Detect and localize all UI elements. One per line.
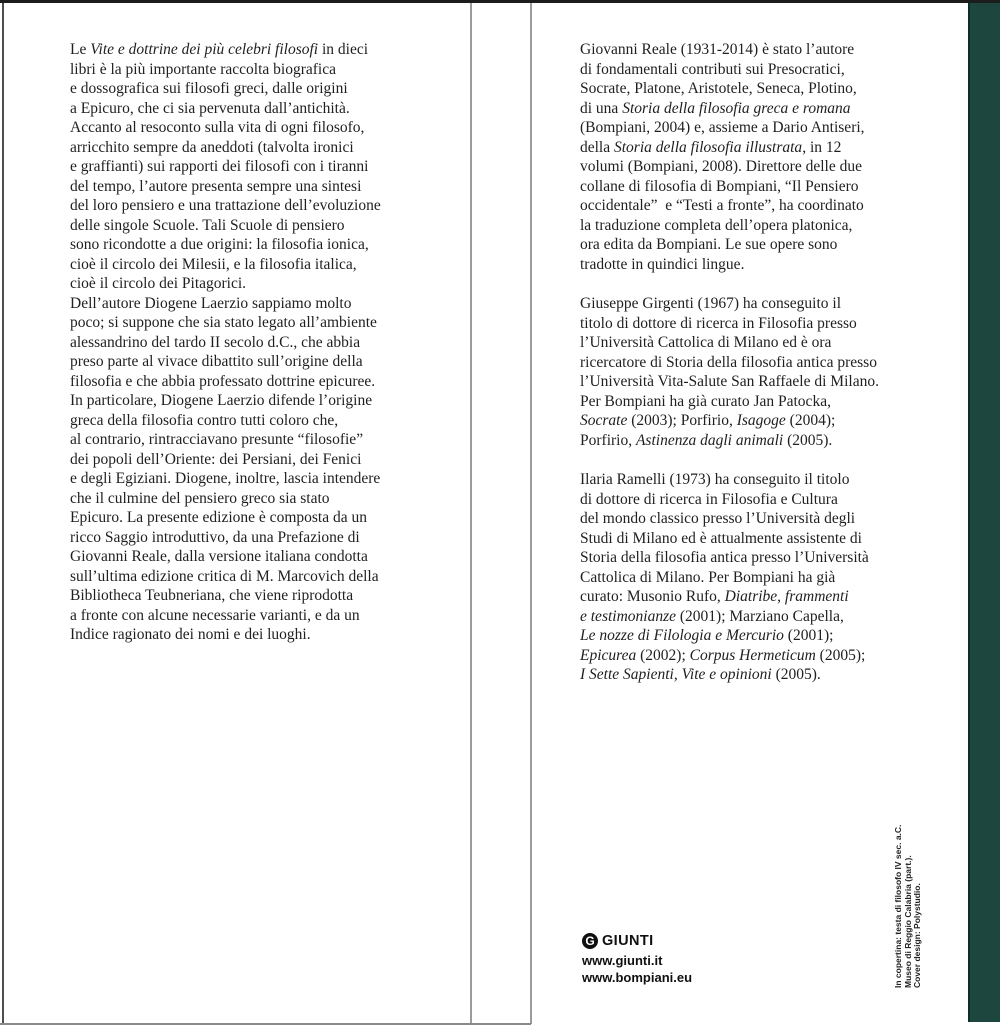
bottom-edge-line <box>0 1023 531 1025</box>
right-flap-author-bios <box>580 40 879 685</box>
bio-giovanni-reale: Giovanni Reale (1931-2014) è stato l’autore di fondamentali contributi sui Presocratici, Socrate, Platone, Aristotele, Seneca, Plotino, di una Storia della filosofia greca e romana (Bompiani, 2004) e, assieme a Dario Antiseri, della Storia della filosofia illustrata, in 12 volumi (Bompiani, 2008). Direttore delle due collane di filosofia di Bompiani, “Il Pensiero occidentale” e “Testi a fronte”, ha coordinato la traduzione completa dell’opera platonica, ora edita da Bompiani. Le sue opere sono tradotte in quindici lingue. <box>580 41 865 273</box>
giunti-logo <box>582 933 654 949</box>
credit-cover-design: Cover design: Polystudio. <box>912 883 922 988</box>
cover-credits-vertical <box>894 816 923 988</box>
left-edge-line <box>2 0 4 1025</box>
bio-giuseppe-girgenti: Giuseppe Girgenti (1967) ha conseguito il titolo di dottore di ricerca in Filosofia presso l’Università Cattolica di Milano ed è ora ricercatore di Storia della filosofia antica presso l’Università Vita-Salute San Raffaele di Milano. Per Bompiani ha già curato Jan Patocka, Socrate (2003); Porfirio, Isagoge (2004); Porfirio, Astinenza dagli animali (2005). <box>580 295 879 449</box>
bio-ilaria-ramelli: Ilaria Ramelli (1973) ha conseguito il titolo di dottore di ricerca in Filosofia e Cultura del mondo classico presso l’Università degli Studi di Milano ed è attualmente assistente di Storia della filosofia antica presso l’Università Cattolica di Milano. Per Bompiani ha già curato: Musonio Rufo, Diatribe, frammenti e testimonianze (2001); Marziano Capella, Le nozze di Filologia e Mercurio (2001); Epicurea (2002); Corpus Hermeticum (2005); I Sette Sapienti, Vite e opinioni (2005). <box>580 471 869 683</box>
credit-cover-image: In copertina: testa di filosofo IV sec. a.C. <box>893 824 903 988</box>
credit-museum: Museo di Reggio Calabria (part.). <box>902 855 913 988</box>
fold-line-left <box>470 3 472 1024</box>
url-bompiani: www.bompiani.eu <box>582 969 693 985</box>
publisher-urls <box>582 953 692 986</box>
url-giunti: www.giunti.it <box>582 953 663 968</box>
left-flap-description: Le Vite e dottrine dei più celebri filosofi in dieci libri è la più importante raccolta biografica e dossografica sui filosofi greci, dalle origini a Epicuro, che ci sia pervenuta dall’antichità. Accanto al resoconto sulla vita di ogni filosofo, arricchito sempre da aneddoti (talvolta ironici e graffianti) sui rapporti dei filosofi con i tiranni del tempo, l’autore presenta sempre una sintesi del loro pensiero e una trattazione dell’evoluzione delle singole Scuole. Tali Scuole di pensiero sono ricondotte a due origini: la filosofia ionica, cioè il circolo dei Milesii, e la filosofia italica, cioè il circolo dei Pitagorici. Dell’autore Diogene Laerzio sappiamo molto poco; si suppone che sia stato legato all’ambiente alessandrino del tardo II secolo d.C., che abbia preso parte al vivace dibattito sull’origine della filosofia e che abbia professato dottrine epicuree. In particolare, Diogene Laerzio difende l’origine greca della filosofia contro tutti coloro che, al contrario, rintracciavano presunte “filosofie” dei popoli dell’Oriente: dei Persiani, dei Fenici e degli Egiziani. Diogene, inoltre, lascia intendere che il culmine del pensiero greco sia stato Epicuro. La presente edizione è composta da un ricco Saggio introduttivo, da una Prefazione di Giovanni Reale, dalla versione italiana condotta sull’ultima edizione critica di M. Marcovich della Bibliotheca Teubneriana, che viene riprodotta a fronte con alcune necessarie varianti, e da un Indice ragionato dei nomi e dei luoghi. <box>70 41 381 643</box>
top-edge-line <box>0 0 1000 3</box>
giunti-g-icon: G <box>582 933 598 949</box>
spine-green-strip <box>968 0 1000 1022</box>
giunti-brand-name: GIUNTI <box>602 933 654 949</box>
fold-line-right <box>530 3 532 1024</box>
